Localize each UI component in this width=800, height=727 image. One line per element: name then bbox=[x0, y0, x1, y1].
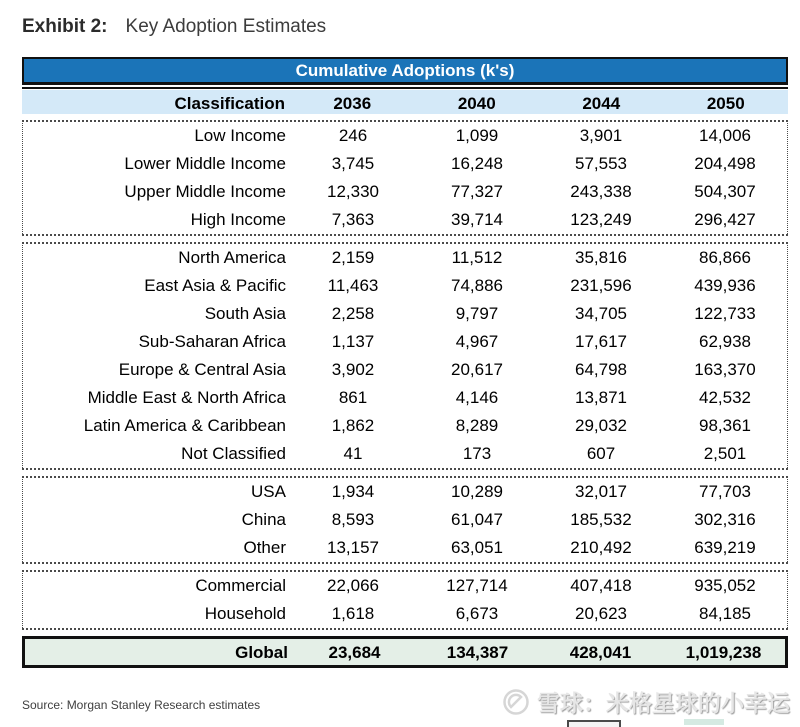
row-label: Middle East & North Africa bbox=[87, 388, 286, 407]
row-value: 210,492 bbox=[570, 538, 632, 557]
row-value: 246 bbox=[338, 126, 368, 145]
table-section-regions bbox=[22, 242, 788, 470]
row-value: 231,596 bbox=[570, 276, 632, 295]
exhibit-number-label: Exhibit 2: bbox=[22, 16, 108, 37]
row-value: 2,159 bbox=[331, 248, 375, 267]
row-label: USA bbox=[251, 482, 286, 501]
table-row bbox=[23, 440, 787, 468]
row-value: 22,066 bbox=[327, 576, 379, 595]
row-value: 9,797 bbox=[455, 304, 499, 323]
row-value: 20,623 bbox=[575, 604, 627, 623]
table-row bbox=[23, 600, 787, 628]
row-value: 41 bbox=[343, 444, 363, 463]
row-value: 61,047 bbox=[451, 510, 503, 529]
row-value: 7,363 bbox=[331, 210, 375, 229]
row-value: 11,463 bbox=[327, 276, 379, 295]
row-label: Sub-Saharan Africa bbox=[138, 332, 286, 351]
row-value: 14,006 bbox=[699, 126, 751, 145]
row-label: Latin America & Caribbean bbox=[83, 416, 286, 435]
column-header-year: 2050 bbox=[706, 94, 745, 113]
source-note: Source: Morgan Stanley Research estimates bbox=[22, 698, 261, 712]
row-value: 1,618 bbox=[331, 604, 375, 623]
row-value: 3,902 bbox=[331, 360, 375, 379]
row-value: 296,427 bbox=[694, 210, 756, 229]
row-value: 8,593 bbox=[331, 510, 375, 529]
row-label: High Income bbox=[190, 210, 286, 229]
column-header-row bbox=[22, 90, 788, 114]
table-section-countries bbox=[22, 476, 788, 564]
row-value: 1,137 bbox=[331, 332, 375, 351]
row-value: 2,258 bbox=[331, 304, 375, 323]
row-value: 35,816 bbox=[575, 248, 627, 267]
row-value: 4,146 bbox=[455, 388, 499, 407]
column-header-year: 2044 bbox=[582, 94, 621, 113]
row-value: 42,532 bbox=[699, 388, 751, 407]
row-value: 57,553 bbox=[575, 154, 627, 173]
row-label: Europe & Central Asia bbox=[118, 360, 286, 379]
row-value: 122,733 bbox=[694, 304, 756, 323]
table-sections bbox=[22, 120, 788, 630]
row-value: 6,673 bbox=[455, 604, 499, 623]
exhibit-title bbox=[22, 15, 326, 39]
table-row bbox=[23, 412, 787, 440]
table-row bbox=[23, 300, 787, 328]
row-label: Lower Middle Income bbox=[124, 154, 286, 173]
xueqiu-logo-icon bbox=[502, 688, 530, 716]
row-value: 302,316 bbox=[694, 510, 756, 529]
table-header-bar bbox=[22, 57, 788, 85]
table-row bbox=[23, 572, 787, 600]
adoption-table bbox=[22, 57, 788, 668]
row-value: 607 bbox=[586, 444, 616, 463]
table-row bbox=[23, 356, 787, 384]
row-value: 185,532 bbox=[570, 510, 632, 529]
row-value: 407,418 bbox=[570, 576, 632, 595]
exhibit-title-text: Key Adoption Estimates bbox=[125, 16, 327, 37]
column-header-year: 2036 bbox=[333, 94, 372, 113]
header-divider-rule bbox=[22, 87, 788, 89]
table-row bbox=[23, 478, 787, 506]
table-row bbox=[23, 506, 787, 534]
table-row bbox=[23, 328, 787, 356]
column-header-year: 2040 bbox=[457, 94, 496, 113]
row-label: South Asia bbox=[204, 304, 286, 323]
row-value: 13,871 bbox=[575, 388, 627, 407]
table-row bbox=[23, 206, 787, 234]
row-label: China bbox=[241, 510, 286, 529]
global-row-value: 428,041 bbox=[569, 643, 632, 662]
global-row-value: 1,019,238 bbox=[685, 643, 762, 662]
row-value: 2,501 bbox=[703, 444, 747, 463]
row-value: 204,498 bbox=[694, 154, 756, 173]
watermark bbox=[502, 685, 790, 718]
row-value: 639,219 bbox=[694, 538, 756, 557]
row-value: 20,617 bbox=[451, 360, 503, 379]
row-value: 127,714 bbox=[446, 576, 508, 595]
row-value: 3,745 bbox=[331, 154, 375, 173]
row-label: North America bbox=[178, 248, 286, 267]
row-value: 8,289 bbox=[455, 416, 499, 435]
row-value: 1,099 bbox=[455, 126, 499, 145]
row-value: 504,307 bbox=[694, 182, 756, 201]
row-value: 29,032 bbox=[575, 416, 627, 435]
row-value: 77,327 bbox=[451, 182, 503, 201]
row-value: 98,361 bbox=[699, 416, 751, 435]
row-value: 12,330 bbox=[327, 182, 379, 201]
table-header-label: Cumulative Adoptions (k's) bbox=[295, 60, 515, 80]
table-section-segments bbox=[22, 570, 788, 630]
row-label: Not Classified bbox=[181, 444, 286, 463]
row-value: 11,512 bbox=[451, 248, 503, 267]
table-row bbox=[23, 244, 787, 272]
watermark-text: 雪球：米格星球的小幸运 bbox=[537, 690, 790, 716]
row-value: 163,370 bbox=[694, 360, 756, 379]
row-value: 62,938 bbox=[699, 332, 751, 351]
row-value: 74,886 bbox=[451, 276, 503, 295]
table-row bbox=[23, 272, 787, 300]
row-value: 173 bbox=[462, 444, 492, 463]
table-row bbox=[23, 384, 787, 412]
row-value: 34,705 bbox=[575, 304, 627, 323]
row-label: Upper Middle Income bbox=[124, 182, 286, 201]
row-label: Low Income bbox=[194, 126, 286, 145]
row-value: 861 bbox=[338, 388, 368, 407]
row-value: 17,617 bbox=[575, 332, 627, 351]
row-value: 63,051 bbox=[451, 538, 503, 557]
row-value: 243,338 bbox=[570, 182, 632, 201]
row-value: 3,901 bbox=[579, 126, 623, 145]
bottom-cutoff-box-dark bbox=[567, 720, 621, 727]
row-value: 439,936 bbox=[694, 276, 756, 295]
table-section-income-groups bbox=[22, 120, 788, 236]
row-value: 935,052 bbox=[694, 576, 756, 595]
table-row bbox=[23, 534, 787, 562]
row-value: 32,017 bbox=[575, 482, 627, 501]
row-value: 1,934 bbox=[331, 482, 375, 501]
global-row-value: 134,387 bbox=[446, 643, 509, 662]
row-value: 77,703 bbox=[699, 482, 751, 501]
table-row bbox=[23, 122, 787, 150]
row-value: 16,248 bbox=[451, 154, 503, 173]
row-value: 1,862 bbox=[331, 416, 375, 435]
row-label: Commercial bbox=[195, 576, 286, 595]
row-value: 84,185 bbox=[699, 604, 751, 623]
table-row bbox=[23, 178, 787, 206]
bottom-cutoff-box-green bbox=[684, 719, 724, 725]
global-row bbox=[22, 636, 788, 668]
row-value: 123,249 bbox=[570, 210, 632, 229]
row-label: East Asia & Pacific bbox=[144, 276, 286, 295]
row-value: 10,289 bbox=[451, 482, 503, 501]
global-row-value: 23,684 bbox=[328, 643, 381, 662]
row-label: Household bbox=[204, 604, 286, 623]
row-value: 39,714 bbox=[451, 210, 503, 229]
row-value: 4,967 bbox=[455, 332, 499, 351]
row-value: 13,157 bbox=[327, 538, 379, 557]
column-header-classification: Classification bbox=[174, 94, 285, 113]
row-value: 86,866 bbox=[699, 248, 751, 267]
row-label: Other bbox=[243, 538, 286, 557]
row-value: 64,798 bbox=[575, 360, 627, 379]
global-row-label: Global bbox=[235, 643, 288, 662]
table-row bbox=[23, 150, 787, 178]
